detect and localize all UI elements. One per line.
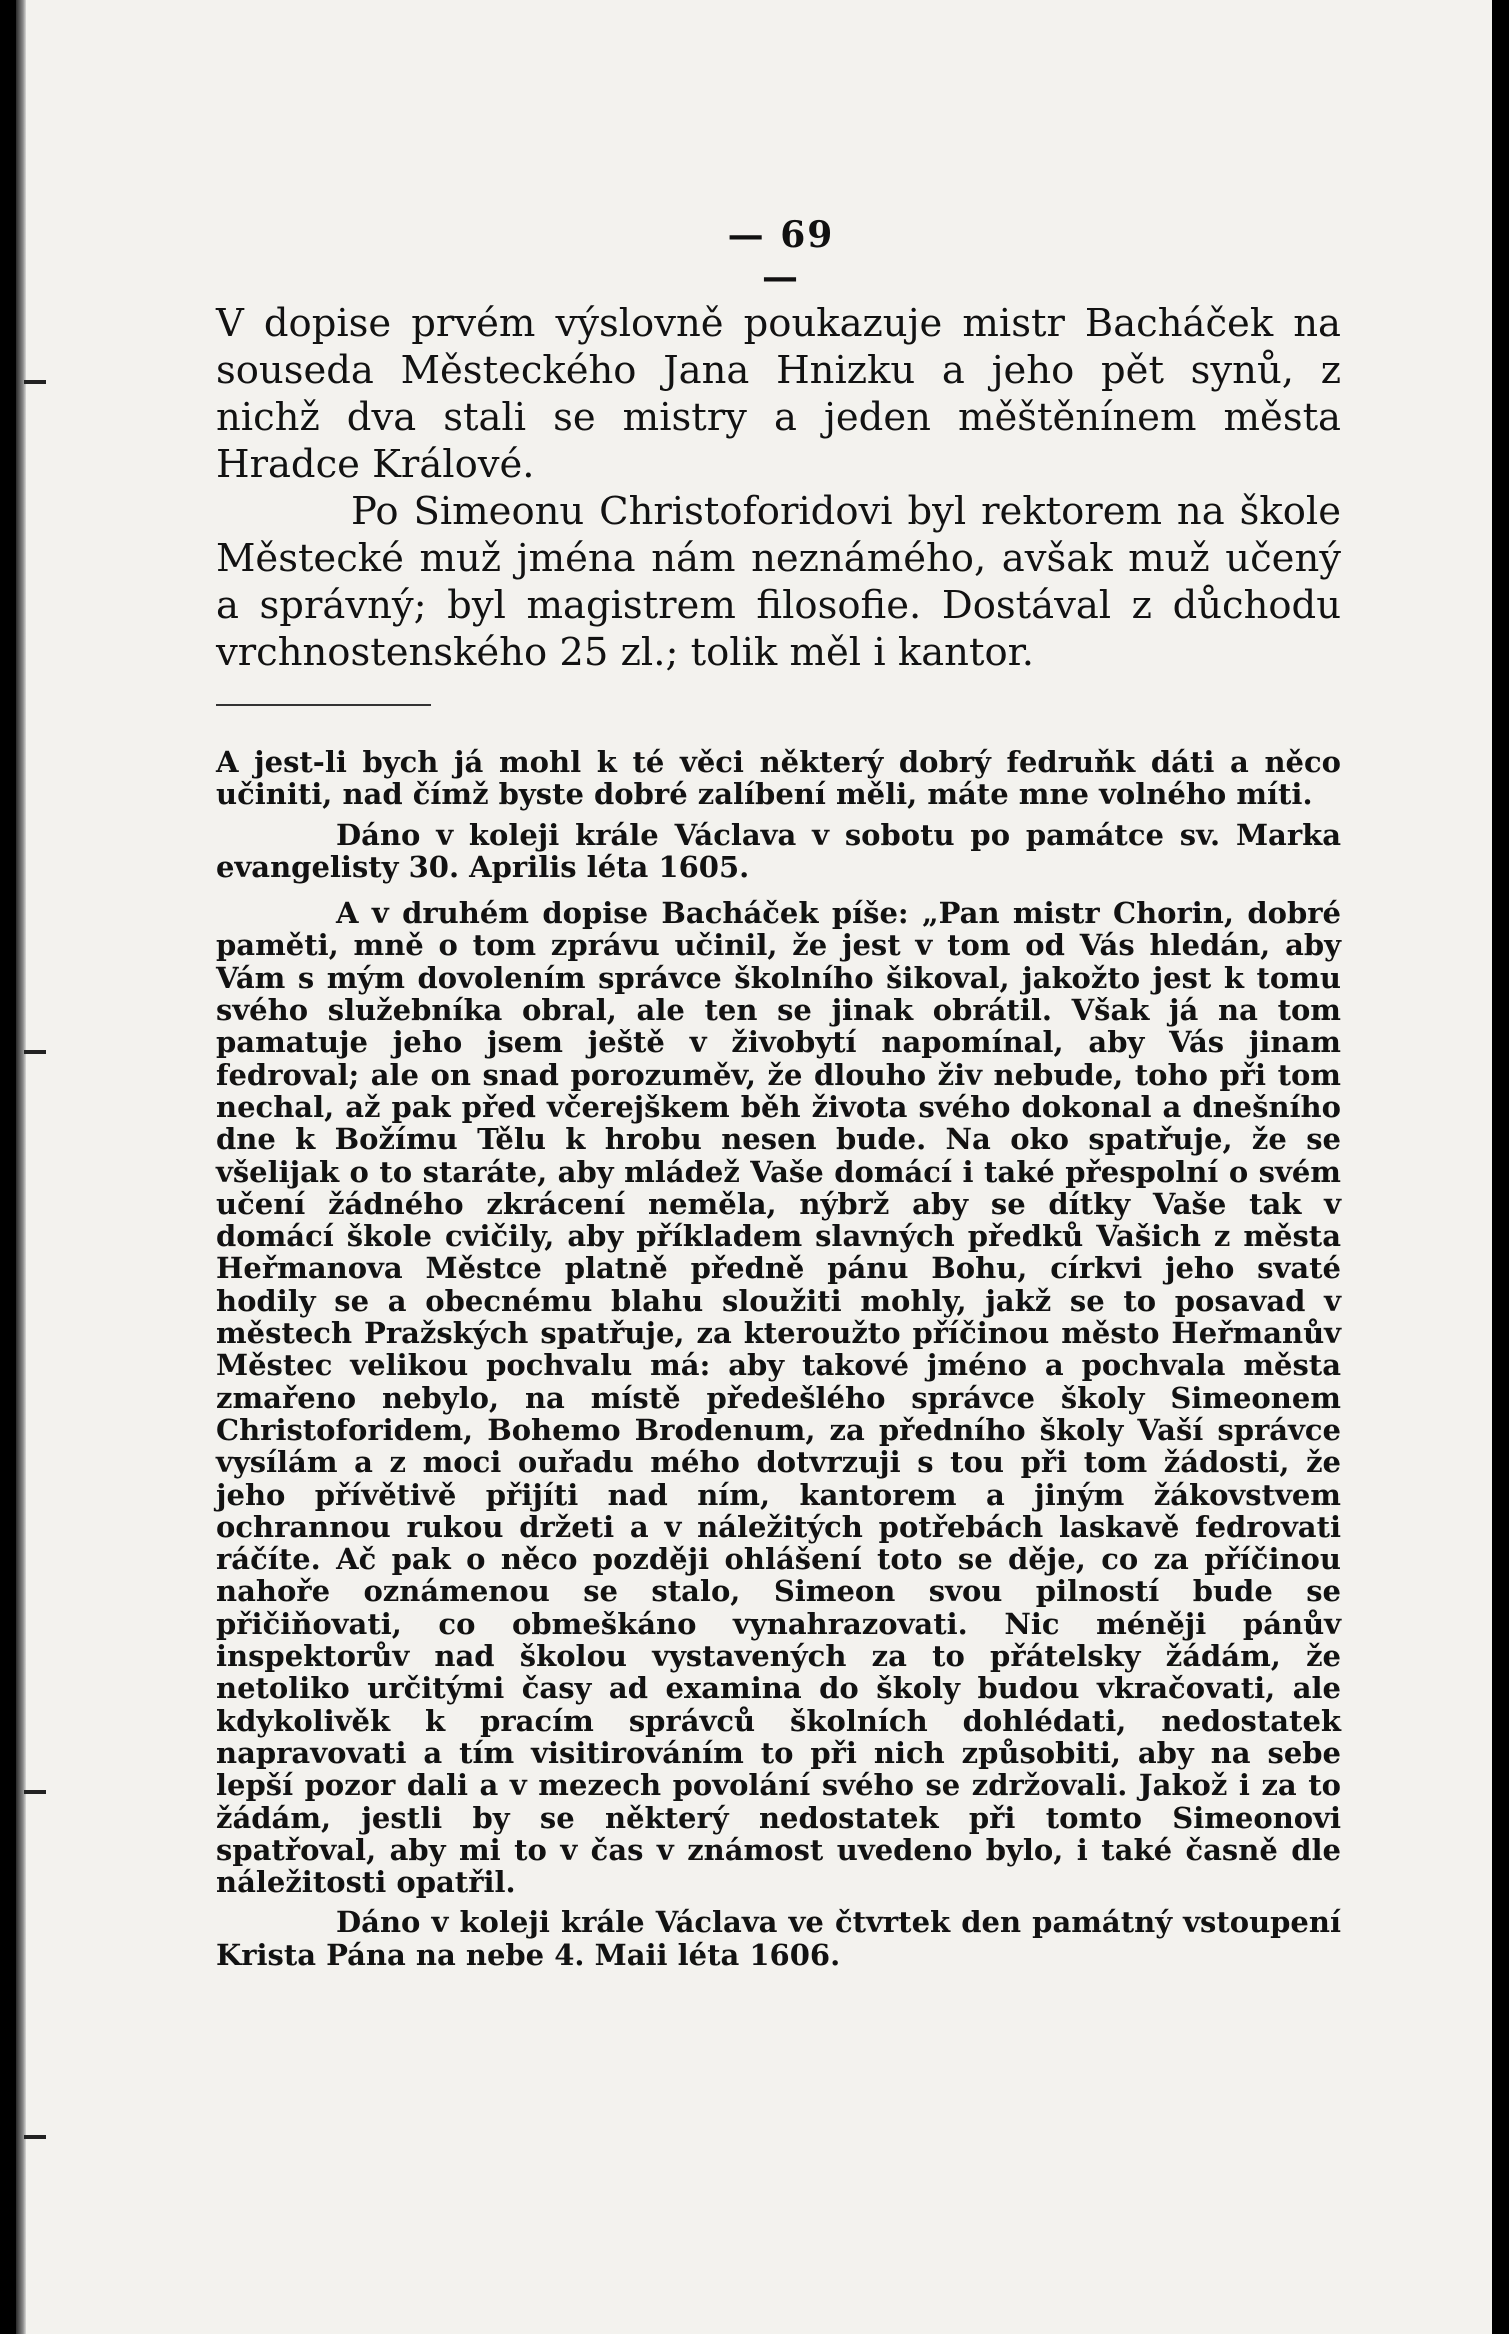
page-body	[216, 300, 1341, 1979]
page-number: — 69 —	[727, 214, 835, 298]
footnote-divider	[216, 704, 431, 706]
footnote-paragraph: Dáno v koleji krále Václava v sobotu po památce sv. Marka evangelisty 30. Aprilis léta 1605.	[216, 817, 1341, 884]
page-spine-edge	[16, 0, 26, 2334]
edge-mark	[24, 1050, 46, 1054]
footnote-paragraph: A v druhém dopise Bacháček píše: „Pan mistr Chorin, dobré paměti, mně o tom zprávu učinil, že jest v tom od Vás hledán, aby Vám s mým dovolením správce školního šikoval, jakožto jest k tomu svého služebníka obral, ale ten se jinak obrátil. Však já na tom pamatuje jeho jsem ještě v živobytí napomínal, aby Vás jinam fedroval; ale on snad porozuměv, že dlouho živ nebude, toho při tom nechal, až pak před včerejškem běh života svého dokonal a dnešního dne k Božímu Tělu k hrobu nesen bude. Na oko spatřuje, že se všelijak o to staráte, aby mládež Vaše domácí i také přespolní o svém učení žádného zkrácení neměla, nýbrž aby se dítky Vaše tak v domácí škole cvičily, aby příkladem slavných předků Vašich z města Heřmanova Městce platně předně pánu Bohu, církvi jeho svaté hodily se a obecnému blahu sloužiti mohly, jakž se to posavad v městech Pražských spatřuje, za kteroužto příčinou město Heřmanův Městec velikou pochvalu má: aby takové jméno a pochvala města zmařeno nebylo, na místě předešlého správce školy Simeonem Christoforidem, Bohemo Brodenum, za předního školy Vaší správce vysílám a z moci ouřadu mého dotvrzuji s tou při tom žádosti, že jeho přívětivě přijíti nad ním, kantorem a jiným žákovstvem ochrannou rukou držeti a v náležitých potřebách laskavě fedrovati ráčíte. Ač pak o něco později ohlášení toto se děje, co za příčinou nahoře oznámenou se stalo, Simeon svou pilností bude se přičiňovati, co obmeškáno vynahrazovati. Nic méněji pánův inspektorův nad školou vystavených za to přátelsky žádám, že netoliko určitými časy ad examina do školy budou vkračovati, ale kdykolivěk k pracím správců školních dohlédati, nedostatek napravovati a tím visitirováním to při nich způsobiti, aby na sebe lepší pozor dali a v mezech povolání svého se zdržovali. Jakož i za to žádám, jestli by se některý nedostatek při tomto Simeonovi spatřoval, aby mi to v čas v známost uvedeno bylo, i také časně dle náležitosti opatřil.	[216, 896, 1341, 1900]
edge-mark	[24, 380, 46, 384]
footnote-paragraph: A jest-li bych já mohl k té věci některý dobrý fedruňk dáti a něco učiniti, nad čímž byste dobré zalíbení měli, máte mne volného míti.	[216, 745, 1341, 812]
edge-mark	[24, 2135, 46, 2139]
footnote-paragraph: Dáno v koleji krále Václava ve čtvrtek den památný vstoupení Krista Pána na nebe 4. Maii léta 1606.	[216, 1905, 1341, 1972]
body-paragraph: Po Simeonu Christoforidovi byl rektorem na škole Městecké muž jména nám neznámého, avšak muž učený a správný; byl magistrem filosofie. Dostával z důchodu vrchnostenského 25 zl.; tolik měl i kantor.	[216, 489, 1341, 675]
edge-mark	[24, 1790, 46, 1794]
book-page	[16, 0, 1492, 2334]
body-paragraph: V dopise prvém výslovně poukazuje mistr Bacháček na souseda Městeckého Jana Hnizku a jeho pět synů, z nichž dva stali se mistry a jeden měštěnínem města Hradce Králové.	[216, 301, 1341, 487]
footnote-block	[216, 746, 1341, 1971]
